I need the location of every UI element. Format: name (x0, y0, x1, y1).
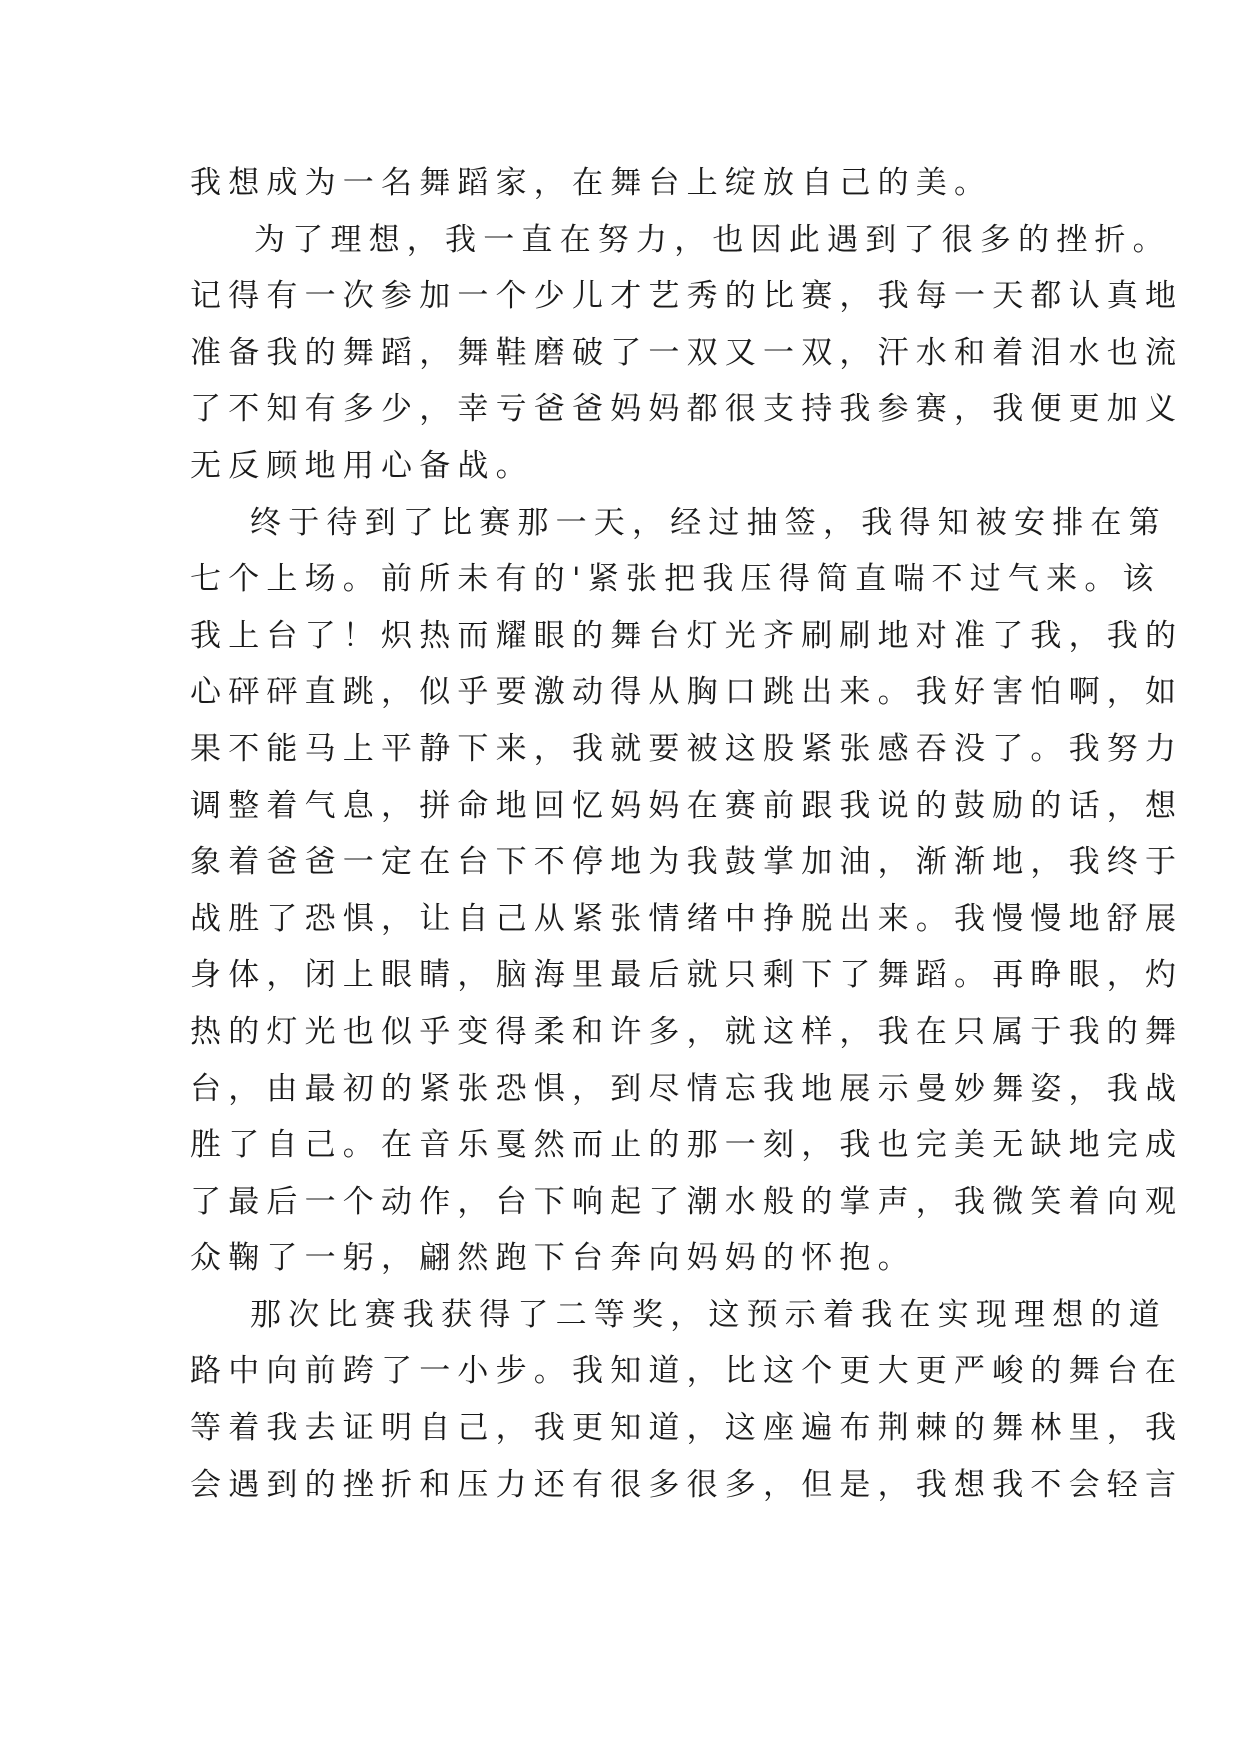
text-line: 台，由最初的紧张恐惧，到尽情忘我地展示曼妙舞姿，我战 (190, 1070, 1184, 1107)
text-line: 胜了自己。在音乐戛然而止的那一刻，我也完美无缺地完成 (190, 1127, 1184, 1164)
text-line: 无反顾地用心备战。 (190, 447, 534, 484)
text-line: 我想成为一名舞蹈家，在舞台上绽放自己的美。 (190, 165, 993, 201)
text-line: 热的灯光也似乎变得柔和许多，就这样，我在只属于我的舞 (190, 1013, 1184, 1050)
text-line: 记得有一次参加一个少儿才艺秀的比赛，我每一天都认真地 (190, 278, 1184, 315)
text-line: 了不知有多少，幸亏爸爸妈妈都很支持我参赛，我便更加义 (190, 391, 1184, 428)
text-line: 会遇到的挫折和压力还有很多很多，但是，我想我不会轻言 (190, 1466, 1184, 1503)
text-line: 众鞠了一躬，翩然跑下台奔向妈妈的怀抱。 (190, 1240, 916, 1277)
text-line: 了最后一个动作，台下响起了潮水般的掌声，我微笑着向观 (190, 1183, 1184, 1220)
text-line: 路中向前跨了一小步。我知道，比这个更大更严峻的舞台在 (190, 1353, 1184, 1390)
text-line: 我上台了！炽热而耀眼的舞台灯光齐刷刷地对准了我，我的 (190, 617, 1184, 654)
paragraph-start-line: 终于待到了比赛那一天，经过抽签，我得知被安排在第 (250, 504, 1167, 541)
text-line: 准备我的舞蹈，舞鞋磨破了一双又一双，汗水和着泪水也流 (190, 334, 1184, 371)
text-line: 战胜了恐惧，让自己从紧张情绪中挣脱出来。我慢慢地舒展 (190, 900, 1184, 937)
text-line: 果不能马上平静下来，我就要被这股紧张感吞没了。我努力 (190, 730, 1184, 767)
paragraph-start-line: 为了理想，我一直在努力，也因此遇到了很多的挫折。 (254, 221, 1171, 258)
text-line: 身体，闭上眼睛，脑海里最后就只剩下了舞蹈。再睁眼，灼 (190, 957, 1184, 994)
text-line: 调整着气息，拼命地回忆妈妈在赛前跟我说的鼓励的话，想 (190, 787, 1184, 824)
essay-body (190, 155, 1184, 1513)
paragraph-start-line: 那次比赛我获得了二等奖，这预示着我在实现理想的道 (250, 1296, 1167, 1333)
text-line: 七个上场。前所未有的'紧张把我压得简直喘不过气来。该 (190, 561, 1161, 598)
text-line: 心砰砰直跳，似乎要激动得从胸口跳出来。我好害怕啊，如 (190, 674, 1184, 711)
text-line: 等着我去证明自己，我更知道，这座遍布荆棘的舞林里，我 (190, 1410, 1184, 1447)
text-line: 象着爸爸一定在台下不停地为我鼓掌加油，渐渐地，我终于 (190, 844, 1184, 881)
